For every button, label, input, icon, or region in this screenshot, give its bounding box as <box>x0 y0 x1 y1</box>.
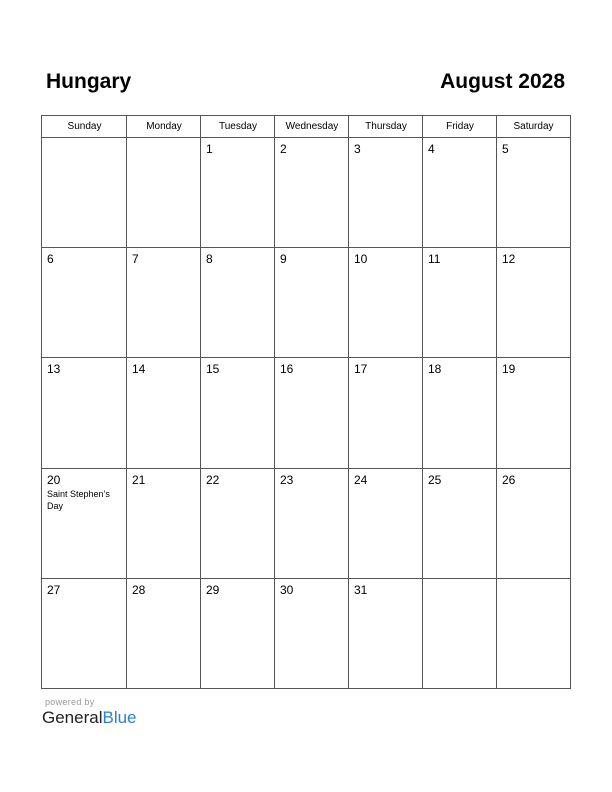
country-title: Hungary <box>46 70 132 93</box>
holiday-label: Saint Stephen’s Day <box>47 489 110 511</box>
month-year-title: August 2028 <box>440 70 565 93</box>
day-number: 14 <box>132 362 146 376</box>
day-number: 16 <box>280 362 294 376</box>
day-number: 27 <box>47 583 61 597</box>
day-number: 31 <box>354 583 368 597</box>
weekday-header: Thursday <box>365 121 407 132</box>
day-number: 10 <box>354 252 368 266</box>
day-cell[interactable] <box>201 248 275 358</box>
day-cell[interactable] <box>127 138 201 248</box>
day-number: 11 <box>428 252 441 266</box>
weekday-header: Monday <box>146 121 182 132</box>
day-cell[interactable] <box>275 469 349 579</box>
day-cell[interactable] <box>201 469 275 579</box>
day-cell[interactable] <box>349 358 423 469</box>
day-number: 28 <box>132 583 146 597</box>
day-cell[interactable] <box>497 248 570 358</box>
day-cell[interactable] <box>423 358 497 469</box>
day-cell[interactable] <box>349 138 423 248</box>
day-number: 21 <box>132 473 146 487</box>
day-number: 3 <box>354 142 361 156</box>
day-number: 8 <box>206 252 213 266</box>
weekday-header: Tuesday <box>219 121 257 132</box>
day-number: 26 <box>502 473 516 487</box>
day-cell[interactable] <box>42 138 127 248</box>
weekday-header-row <box>42 116 570 138</box>
day-cell[interactable] <box>275 358 349 469</box>
day-cell[interactable] <box>127 579 201 689</box>
day-number: 6 <box>47 252 54 266</box>
day-cell[interactable] <box>497 579 570 689</box>
day-cell[interactable] <box>201 579 275 689</box>
generalblue-logo[interactable] <box>42 708 137 728</box>
day-cell[interactable] <box>42 248 127 358</box>
day-cell[interactable] <box>423 579 497 689</box>
day-cell[interactable] <box>42 579 127 689</box>
day-number: 20 <box>47 473 61 487</box>
day-number: 5 <box>502 142 509 156</box>
day-number: 19 <box>502 362 516 376</box>
day-cell[interactable] <box>423 248 497 358</box>
day-cell[interactable] <box>127 469 201 579</box>
day-number: 25 <box>428 473 442 487</box>
day-cell[interactable] <box>497 469 570 579</box>
day-cell[interactable] <box>423 138 497 248</box>
day-cell[interactable] <box>127 358 201 469</box>
day-number: 29 <box>206 583 220 597</box>
day-number: 24 <box>354 473 368 487</box>
day-number: 4 <box>428 142 435 156</box>
day-cell[interactable] <box>42 469 127 579</box>
day-cell[interactable] <box>275 579 349 689</box>
day-cell[interactable] <box>275 138 349 248</box>
day-number: 13 <box>47 362 61 376</box>
day-cell[interactable] <box>423 469 497 579</box>
weekday-header: Friday <box>446 121 474 132</box>
brand-blue: Blue <box>102 708 137 727</box>
day-number: 18 <box>428 362 442 376</box>
day-cell[interactable] <box>127 248 201 358</box>
day-number: 1 <box>206 142 213 156</box>
weekday-header: Saturday <box>513 121 554 132</box>
day-number: 7 <box>132 252 139 266</box>
day-number: 12 <box>502 252 516 266</box>
day-number: 23 <box>280 473 294 487</box>
day-cell[interactable] <box>497 358 570 469</box>
weekday-header: Sunday <box>67 121 102 132</box>
day-number: 15 <box>206 362 220 376</box>
day-cell[interactable] <box>201 138 275 248</box>
day-cell[interactable] <box>275 248 349 358</box>
day-cell[interactable] <box>201 358 275 469</box>
day-number: 9 <box>280 252 287 266</box>
day-number: 17 <box>354 362 368 376</box>
day-cell[interactable] <box>497 138 570 248</box>
brand-general: General <box>42 708 103 727</box>
day-cell[interactable] <box>349 248 423 358</box>
day-cell[interactable] <box>42 358 127 469</box>
day-number: 2 <box>280 142 287 156</box>
day-number: 22 <box>206 473 220 487</box>
day-cell[interactable] <box>349 469 423 579</box>
day-number: 30 <box>280 583 294 597</box>
powered-by-label: powered by <box>45 697 95 707</box>
calendar-grid <box>41 115 571 689</box>
day-cell[interactable] <box>349 579 423 689</box>
weekday-header: Wednesday <box>285 121 339 132</box>
